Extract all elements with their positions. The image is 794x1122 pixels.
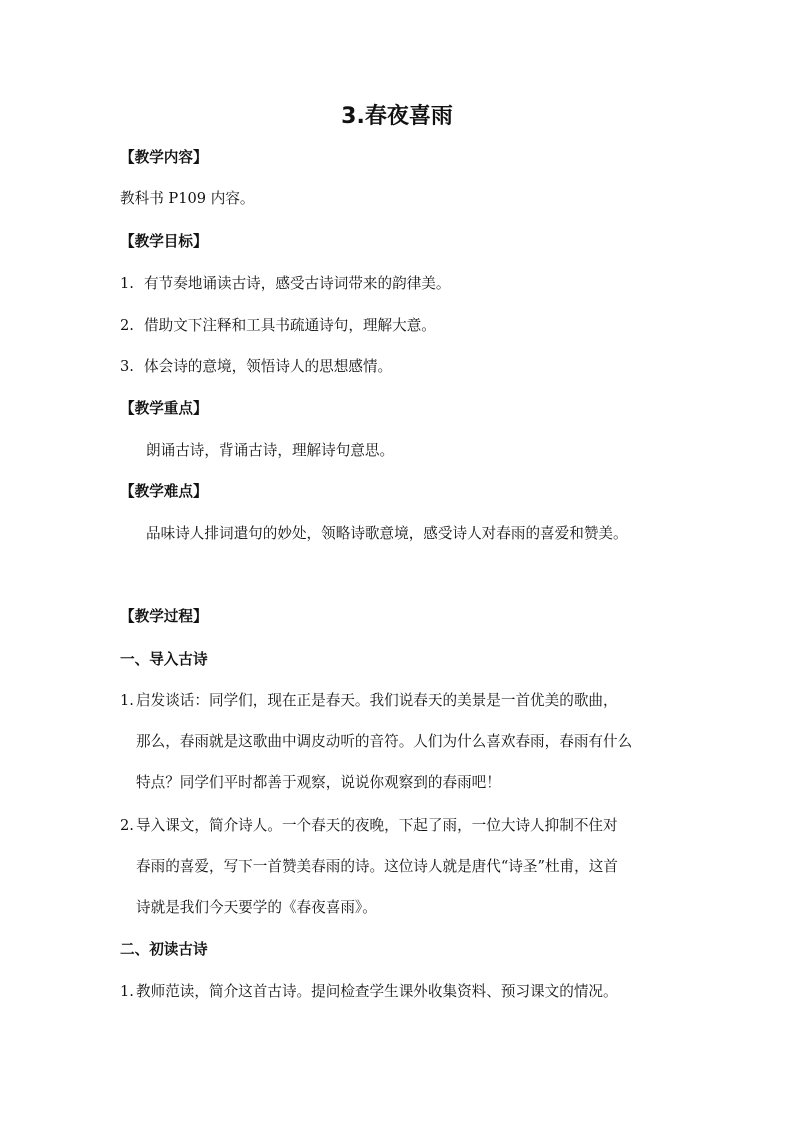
process-part1-heading: 一、导入古诗 (120, 651, 208, 668)
goal-item (120, 357, 392, 377)
goal-item (120, 274, 450, 294)
section-heading-goals: 【教学目标】 (120, 233, 208, 250)
page-title: 3.春夜喜雨 (341, 104, 453, 129)
process-part2-heading: 二、初读古诗 (120, 941, 208, 958)
step-text: 启发谈话：同学们，现在正是春天。我们说春天的美景是一首优美的歌曲， (136, 692, 618, 709)
goal-text: 借助文下注释和工具书疏通诗句，理解大意。 (144, 317, 436, 334)
process-step-line: 那么，春雨就是这歌曲中调皮动听的音符。人们为什么喜欢春雨，春雨有什么 (136, 733, 633, 750)
step-text: 教师范读，简介这首古诗。提问检查学生课外收集资料、预习课文的情况。 (136, 983, 618, 1000)
goal-number: 2. (120, 317, 134, 334)
step-text: 导入课文，简介诗人。一个春天的夜晚，下起了雨，一位大诗人抑制不住对 (136, 817, 618, 834)
goal-text: 有节奏地诵读古诗，感受古诗词带来的韵律美。 (144, 275, 451, 292)
process-step-line: 诗就是我们今天要学的《春夜喜雨》。 (136, 899, 377, 916)
section-heading-difficulties: 【教学难点】 (120, 483, 208, 500)
process-step-line (120, 691, 618, 711)
difficulties-text: 品味诗人排词遣句的妙处，领略诗歌意境，感受诗人对春雨的喜爱和赞美。 (146, 525, 628, 542)
process-step-line: 春雨的喜爱，写下一首赞美春雨的诗。这位诗人就是唐代“诗圣”杜甫，这首 (136, 858, 618, 875)
step-number: 1. (120, 692, 134, 709)
section-heading-content: 【教学内容】 (120, 149, 208, 166)
process-step-line (120, 816, 618, 836)
content-text: 教科书 P109 内容。 (120, 190, 255, 207)
key-points-text: 朗诵古诗，背诵古诗，理解诗句意思。 (146, 442, 395, 459)
goal-item (120, 316, 436, 336)
process-step-line (120, 982, 618, 1002)
section-heading-process: 【教学过程】 (120, 608, 208, 625)
process-step-line: 特点？同学们平时都善于观察，说说你观察到的春雨吧！ (136, 774, 501, 791)
goal-number: 1. (120, 275, 134, 292)
goal-text: 体会诗的意境，领悟诗人的思想感情。 (144, 358, 393, 375)
step-number: 2. (120, 817, 134, 834)
goal-number: 3. (120, 358, 134, 375)
step-number: 1. (120, 983, 134, 1000)
section-heading-key-points: 【教学重点】 (120, 400, 208, 417)
